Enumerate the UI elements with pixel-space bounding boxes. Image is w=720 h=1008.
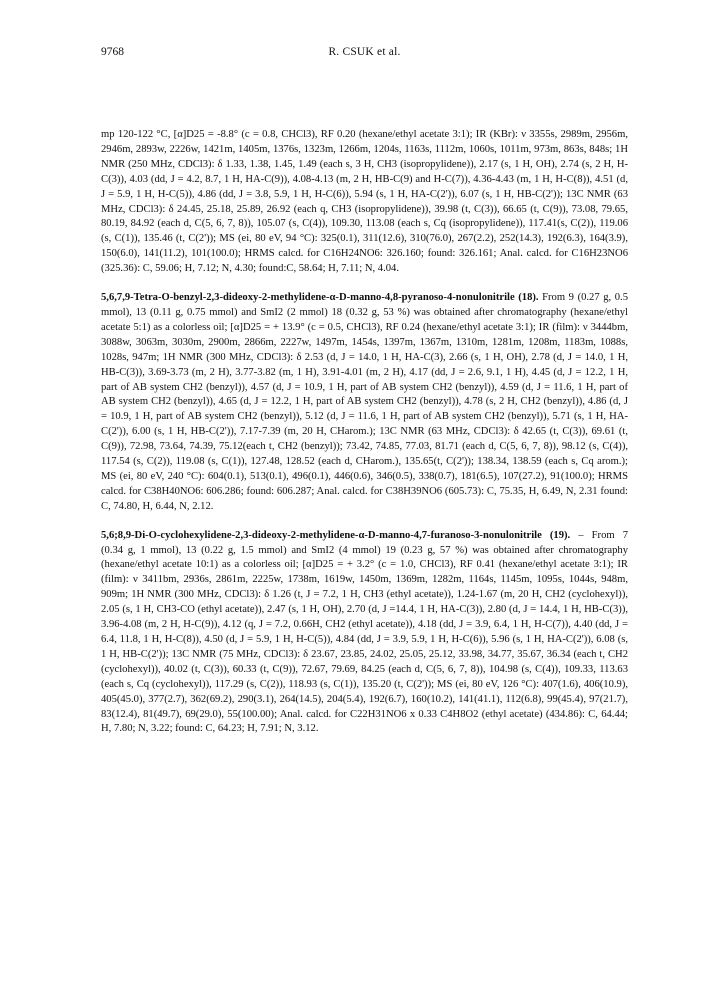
- compound-18-title: 5,6,7,9-Tetra-O-benzyl-2,3-dideoxy-2-methylidene-α-D-manno-4,8-pyranoso-4-nonulonitrile (18).: [101, 292, 543, 304]
- compound-18-text: From 9 (0.27 g, 0.5 mmol), 13 (0.11 g, 0.75 mmol) and SmI2 (2 mmol) 18 (0.32 g, 53 %) was obtained after chromatography (hexane/ethyl acetate 5:1) as a colorless oil; [α]D25 = + 13.9° (c = 0.5, CHCl3), RF 0.24 (hexane/ethyl acetate 3:1); IR (film): ν 3444bm, 3088w, 3063m, 3030m, 2900m, 2866m, 2227w, 1497m, 1454s, 1397m, 1367m, 1310m, 1281m, 1208m, 1183m, 1088s, 1028s, 947m; 1H NMR (300 MHz, CDCl3): δ 2.53 (d, J = 14.0, 1 H, HA-C(3), 2.66 (s, 1 H, OH), 2.78 (d, J = 14.0, 1 H, HB-C(3)), 3.69-3.73 (m, 2 H), 3.77-3.82 (m, 1 H), 3.91-4.01 (m, 2 H), 4.17 (dd, J = 2.6, 9.1, 1 H), 4.45 (d, J = 12.2, 1 H, part of AB system CH2 (benzyl)), 4.57 (d, J = 10.9, 1 H, part of AB system CH2 (benzyl)), 4.59 (d, J = 11.6, 1 H, part of AB system CH2 (benzyl)), 4.65 (d, J = 12.2, 1 H, part of AB system CH2 (benzyl)), 4.78 (s, 2 H, CH2 (benzyl)), 4.86 (d, J = 10.9, 1 H, part of AB system CH2 (benzyl)), 5.12 (d, J = 11.6, 1 H, part of AB system CH2 (benzyl)), 5.71 (s, 1 H, HA-C(2')), 6.00 (s, 1 H, HB-C(2')), 7.17-7.39 (m, 20 H, CHarom.); 13C NMR (63 MHz, CDCl3): δ 42.65 (t, C(3)), 69.61 (t, C(9)), 72.98, 73.64, 74.39, 75.12(each t, CH2 (benzyl)); 73.42, 74.85, 77.03, 81.71 (each d, C(5, 6, 7, 8)), 98.12 (s, C(4)), 117.54 (s, C(2)), 119.08 (s, C(1)), 127.48, 128.52 (each d, CHarom.), 135.65(t, C(2')); 138.34, 138.59 (each s, Cq arom.); MS (ei, 80 eV, 240 °C): 604(0.1), 513(0.1), 496(0.1), 446(0.6), 346(0.5), 338(0.7), 181(6.5), 107(27.2), 91(100.0); HRMS calcd. for C38H40NO6: 606.286; found: 606.287; Anal. calcd. for C38H39NO6 (605.73): C, 75.35, H, 6.49, N, 2.31 found: C, 74.80, H, 6.44, N, 2.12.: [101, 292, 629, 512]
- paragraph-text: mp 120-122 °C, [α]D25 = -8.8° (c = 0.8, CHCl3), RF 0.20 (hexane/ethyl acetate 3:1); IR (KBr): ν 3355s, 2989m, 2956m, 2946m, 2893w, 2226w, 1421m, 1405m, 1376s, 1323m, 1266m, 1204s, 1163s, 1112m, 1060s, 1011m, 973m, 863s, 848s; 1H NMR (250 MHz, CDCl3): δ 1.33, 1.38, 1.45, 1.49 (each s, 3 H, CH3 (isopropylidene)), 2.17 (s, 1 H, OH), 2.74 (s, 2 H, H-C(3)), 4.03 (dd, J = 4.2, 8.7, 1 H, HA-C(9)), 4.08-4.13 (m, 2 H, HB-C(9) and H-C(7)), 4.36-4.43 (m, 1 H, H-C(8)), 4.51 (d, J = 5.9, 1 H, H-C(5)), 4.86 (dd, J = 3.8, 5.9, 1 H, H-C(6)), 5.94 (s, 1 H, HA-C(2')), 6.07 (s, 1 H, HB-C(2')); 13C NMR (63 MHz, CDCl3): δ 24.45, 25.18, 25.89, 26.92 (each q, CH3 (isopropylidene)), 39.98 (t, C(3)), 66.65 (t, C(9)), 73.08, 79.65, 80.19, 84.92 (each d, C(5, 6, 7, 8)), 105.07 (s, C(4)), 109.30, 113.08 (each s, Cq (isopropylidene)), 117.41(s, C(2)), 119.06 (s, C(1)), 135.46 (t, C(2')); MS (ei, 80 eV, 94 °C): 325(0.1), 311(12.6), 310(76.0), 267(2.2), 252(14.3), 192(6.3), 164(3.9), 150(6.0), 141(11.2), 101(100.0); HRMS calcd. for C16H24NO6: 326.160; found: 326.161; Anal. calcd. for C16H23NO6 (325.36): C, 59.06; H, 7.12; N, 4.30; found:C, 58.64; H, 7.11; N, 4.04.: [101, 129, 628, 275]
- compound-19-title: 5,6;8,9-Di-O-cyclohexylidene-2,3-dideoxy-2-methylidene-α-D-manno-4,7-furanoso-3-nonulonitrile (19).: [101, 529, 579, 541]
- paragraph-compound-17-data: [101, 128, 628, 277]
- paragraph-compound-19: [101, 529, 628, 738]
- paragraph-compound-18: [101, 291, 628, 515]
- article-body: [101, 128, 628, 737]
- compound-19-text: – From 7 (0.34 g, 1 mmol), 13 (0.22 g, 1.5 mmol) and SmI2 (4 mmol) 19 (0.23 g, 57 %) was obtained after chromatography (hexane/ethyl acetate 10:1) as a colorless oil; [α]D25 = + 3.2° (c = 1.0, CHCl3), RF 0.41 (hexane/ethyl acetate 3:1); IR (film): ν 3411bm, 2936s, 2861m, 2225w, 1738m, 1619w, 1450m, 1369m, 1282m, 1164s, 1145m, 1095s, 1044s, 948m, 909m; 1H NMR (300 MHz, CDCl3): δ 1.26 (t, J = 7.2, 1 H, CH3 (ethyl acetate)), 1.24-1.67 (m, 20 H, CH2 (cyclohexyl)), 2.05 (s, 1 H, CH3-CO (ethyl acetate)), 2.47 (s, 1 H, OH), 2.70 (d, J =14.4, 1 H, HA-C(3)), 2.80 (d, J = 14.4, 1 H, HB-C(3)), 3.96-4.08 (m, 2 H, H-C(9)), 4.12 (q, J = 7.2, 0.66H, CH2 (ethyl acetate)), 4.18 (dd, J = 3.9, 6.4, 1 H, H-C(7)), 4.40 (dd, J = 6.4, 11.8, 1 H, H-C(8)), 4.50 (d, J = 5.9, 1 H, H-C(5)), 4.84 (dd, J = 3.9, 5.9, 1 H, H-C(6)), 5.96 (s, 1 H, HA-C(2')), 6.08 (s, 1 H, HB-C(2')); 13C NMR (75 MHz, CDCl3): δ 23.67, 23.85, 24.02, 25.05, 25.12, 33.98, 34.77, 35.67, 36.34 (each t, CH2 (cyclohexyl)), 40.02 (t, C(3)), 60.33 (t, C(9)), 72.67, 79.69, 84.25 (each d, C(5, 6, 7, 8)), 104.98 (s, C(4)), 109.33, 113.63 (each s, Cq (cyclohexyl)), 117.29 (s, C(2)), 118.93 (s, C(1)), 135.20 (t, C(2')); MS (ei, 80 eV, 126 °C): 407(1.6), 406(10.9), 405(45.0), 377(2.7), 362(69.2), 290(3.1), 264(14.5), 204(5.4), 192(6.7), 160(10.2), 141(41.1), 112(6.8), 99(45.4), 97(21.7), 83(12.4), 81(49.7), 69(29.0), 55(100.00); Anal. calcd. for C22H31NO6 x 0.33 C4H8O2 (ethyl acetate) (434.86): C, 64.44; H, 7.80; N, 3.22; found: C, 64.23; H, 7.91; N, 3.12.: [101, 529, 628, 735]
- page-number: 9768: [101, 46, 124, 58]
- page-header: [101, 46, 628, 64]
- running-head: R. CSUK et al.: [328, 46, 401, 58]
